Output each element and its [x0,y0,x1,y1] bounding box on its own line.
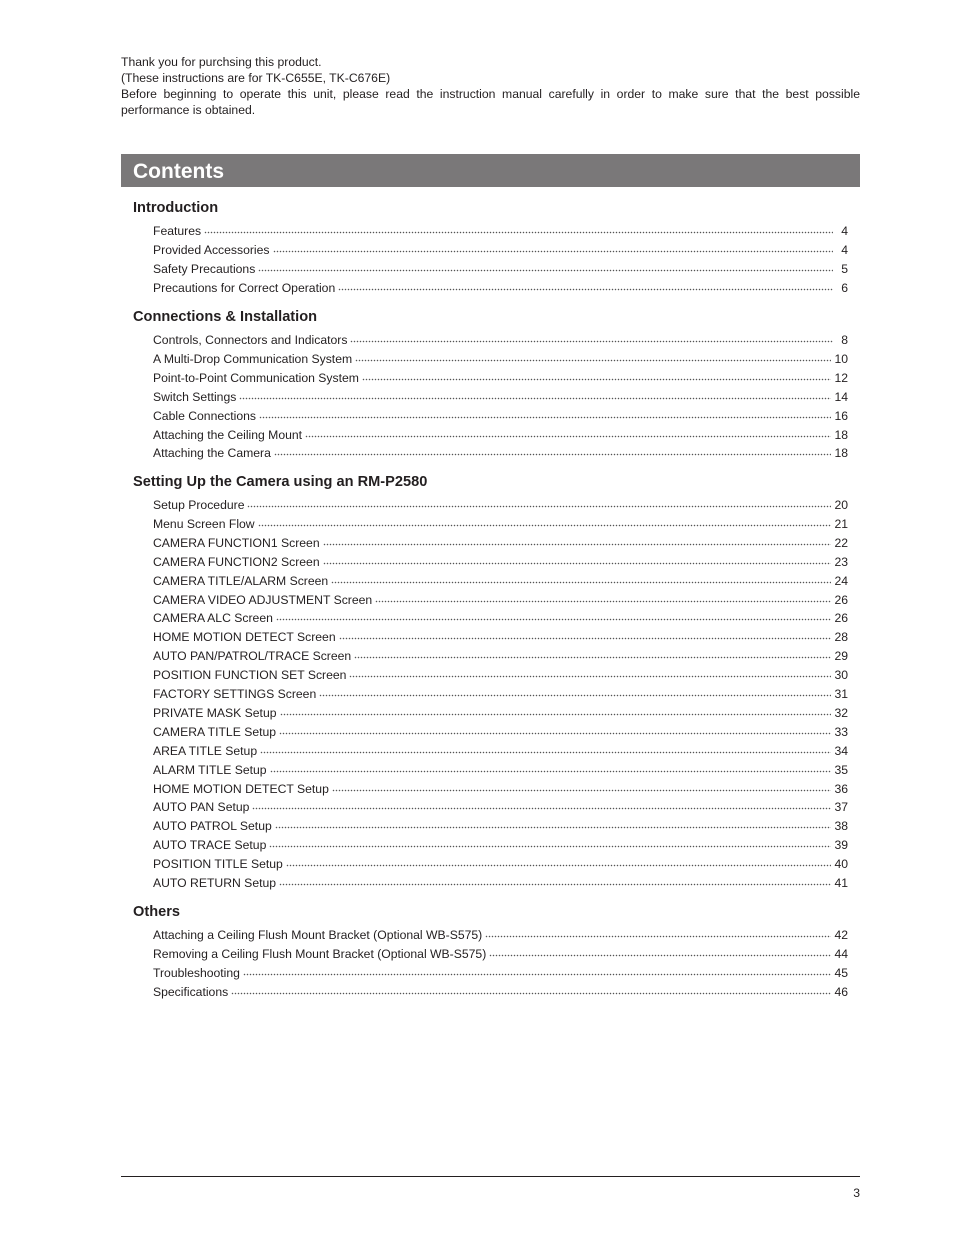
toc-entry[interactable] [153,667,848,683]
toc-entry[interactable] [153,223,848,239]
footer-rule [121,1176,860,1177]
toc-entry[interactable] [153,781,848,797]
dot-leader [260,751,831,754]
toc-entry-page: 26 [834,611,848,626]
toc-entry[interactable] [153,427,848,443]
toc-entry-title: A Multi-Drop Communication System [153,351,353,366]
toc-entry-title: Controls, Connectors and Indicators [153,333,348,347]
toc-entry-page: 20 [834,498,848,512]
toc-entry-page: 45 [834,965,848,980]
dot-leader [485,935,831,938]
dot-leader [204,231,833,234]
toc-entry[interactable] [153,351,848,367]
toc-entry[interactable] [153,610,848,626]
toc-entry-page: 23 [834,554,848,569]
toc-entry-page: 6 [841,280,848,295]
toc-entry-title: CAMERA VIDEO ADJUSTMENT Screen [153,592,373,607]
toc-entry-title: ALARM TITLE Setup [153,762,267,777]
toc-entry[interactable] [153,818,848,834]
toc-entry[interactable] [153,875,848,891]
toc-entry-title: PRIVATE MASK Setup [153,705,277,720]
toc-entry-page: 39 [834,838,848,853]
toc-entry-title: Provided Accessories [153,242,270,257]
dot-leader [276,618,832,621]
dot-leader [332,789,832,792]
toc-entry[interactable] [153,261,848,277]
toc-entry-page: 37 [834,800,848,815]
toc-entry-page: 21 [834,516,848,531]
toc-entry[interactable] [153,445,848,461]
toc-entry[interactable] [153,837,848,853]
dot-leader [323,562,832,565]
toc-entry-title: Specifications [153,984,229,999]
section-title: Introduction [133,200,219,216]
dot-leader [280,713,832,716]
toc-entry-title: AUTO PATROL Setup [153,819,272,834]
toc-entry-title: FACTORY SETTINGS Screen [153,687,317,701]
toc-entry-page: 35 [834,762,848,777]
contents-banner [121,154,860,187]
toc-entry-title: POSITION TITLE Setup [153,857,283,872]
dot-leader [362,378,832,381]
toc-entry-page: 40 [834,857,848,872]
toc-entry-page: 10 [834,351,848,366]
dot-leader [338,288,833,291]
toc-entry-title: AUTO PAN/PATROL/TRACE Screen [153,649,352,664]
toc-entry-page: 24 [834,573,848,588]
dot-leader [274,453,832,456]
toc-entry-page: 18 [834,427,848,442]
dot-leader [375,600,831,603]
dot-leader [231,992,831,995]
dot-leader [305,435,831,438]
toc-entry[interactable] [153,705,848,721]
toc-entry[interactable] [153,497,848,513]
page-number: 3 [853,1186,860,1200]
toc-entry-page: 31 [834,687,848,701]
toc-entry[interactable] [153,408,848,424]
dot-leader [273,250,833,253]
toc-entry[interactable] [153,370,848,386]
section-title: Setting Up the Camera using an RM-P2580 [133,474,428,490]
toc-entry[interactable] [153,856,848,872]
dot-leader [258,269,833,272]
toc-entry-page: 18 [834,446,848,461]
toc-entry-page: 42 [834,928,848,942]
toc-entry-page: 16 [834,408,848,423]
dot-leader [252,807,831,810]
toc-entry-title: Setup Procedure [153,498,245,512]
toc-entry[interactable] [153,554,848,570]
intro-thanks: Thank you for purchsing this product. [121,55,322,69]
toc-entry-page: 32 [834,705,848,720]
dot-leader [350,340,833,343]
toc-entry[interactable] [153,242,848,258]
toc-entry-page: 5 [841,261,848,276]
dot-leader [331,581,831,584]
toc-entry-title: Switch Settings [153,389,237,404]
toc-entry-page: 28 [834,630,848,645]
toc-entry[interactable] [153,592,848,608]
toc-entry-title: Attaching the Camera [153,446,271,461]
toc-entry-page: 29 [834,649,848,664]
toc-entry-page: 44 [834,946,848,961]
toc-entry-title: Precautions for Correct Operation [153,280,336,295]
dot-leader [339,637,832,640]
toc-entry-page: 14 [834,389,848,404]
toc-entry-title: CAMERA FUNCTION2 Screen [153,554,320,569]
dot-leader [239,397,831,400]
dot-leader [247,505,831,508]
toc-entry[interactable] [153,280,848,296]
toc-entry[interactable] [153,648,848,664]
toc-entry-page: 33 [834,724,848,739]
toc-entry-page: 26 [834,592,848,607]
dot-leader [354,656,831,659]
toc-entry-title: AUTO TRACE Setup [153,838,267,853]
toc-entry-title: Safety Precautions [153,261,256,276]
toc-entry[interactable] [153,743,848,759]
toc-entry[interactable] [153,984,848,1000]
dot-leader [323,543,832,546]
toc-entry-page: 8 [841,333,848,347]
dot-leader [258,524,832,527]
section-title: Others [133,904,181,920]
toc-entry-page: 22 [834,535,848,550]
toc-entry[interactable] [153,332,848,348]
toc-entry-title: Menu Screen Flow [153,516,255,531]
toc-entry-page: 4 [841,242,848,257]
toc-entry-page: 12 [834,370,848,385]
section-title: Connections & Installation [133,309,318,325]
toc-entry-title: Attaching the Ceiling Mount [153,427,303,442]
toc-entry-title: Troubleshooting [153,965,240,980]
toc-entry-title: HOME MOTION DETECT Screen [153,630,336,645]
toc-entry[interactable] [153,516,848,532]
toc-entry-page: 38 [834,819,848,834]
toc-entry-title: Point-to-Point Communication System [153,370,359,385]
toc-entry-title: CAMERA TITLE Setup [153,724,277,739]
toc-entry-title: HOME MOTION DETECT Setup [153,781,329,796]
dot-leader [270,770,832,773]
toc-entry[interactable] [153,389,848,405]
intro-instructions: Before beginning to operate this unit, please read the instruction manual carefully in order to make sure that the best possible performance is obtained. [121,87,860,117]
toc-entry-page: 34 [834,743,848,758]
toc-entry[interactable] [153,927,848,943]
dot-leader [259,416,831,419]
toc-entry-title: Cable Connections [153,408,256,423]
toc-entry-title: Removing a Ceiling Flush Mount Bracket (Optional WB-S575) [153,946,487,961]
dot-leader [355,359,831,362]
dot-leader [275,826,832,829]
toc-entry-page: 4 [841,224,848,238]
toc-entry-title: CAMERA ALC Screen [153,611,273,626]
toc-entry-title: AUTO RETURN Setup [153,876,277,890]
toc-entry-title: Attaching a Ceiling Flush Mount Bracket (Optional WB-S575) [153,928,483,942]
toc-entry-title: CAMERA FUNCTION1 Screen [153,535,320,550]
contents-title: Contents [133,160,224,183]
toc-entry[interactable] [153,686,848,702]
dot-leader [319,694,831,697]
toc-entry-page: 36 [834,781,848,796]
toc-entry-title: AREA TITLE Setup [153,743,258,758]
intro-text [121,54,860,118]
toc-entry[interactable] [153,535,848,551]
dot-leader [286,864,832,867]
toc-entry-title: POSITION FUNCTION SET Screen [153,668,347,683]
toc-entry[interactable] [153,799,848,815]
dot-leader [269,845,831,848]
toc-entry[interactable] [153,946,848,962]
toc-entry-title: CAMERA TITLE/ALARM Screen [153,573,329,588]
toc-entry-title: AUTO PAN Setup [153,800,250,815]
dot-leader [243,973,831,976]
toc-entry[interactable] [153,724,848,740]
dot-leader [349,675,831,678]
toc-entry[interactable] [153,762,848,778]
toc-entry[interactable] [153,965,848,981]
dot-leader [279,732,831,735]
toc-entry[interactable] [153,573,848,589]
dot-leader [279,883,831,886]
toc-entry-page: 30 [834,668,848,683]
toc-entry-page: 41 [834,876,848,890]
toc-entry-page: 46 [834,984,848,999]
dot-leader [489,954,831,957]
intro-models: (These instructions are for TK-C655E, TK-C676E) [121,71,391,85]
toc-entry[interactable] [153,629,848,645]
toc-entry-title: Features [153,224,202,238]
